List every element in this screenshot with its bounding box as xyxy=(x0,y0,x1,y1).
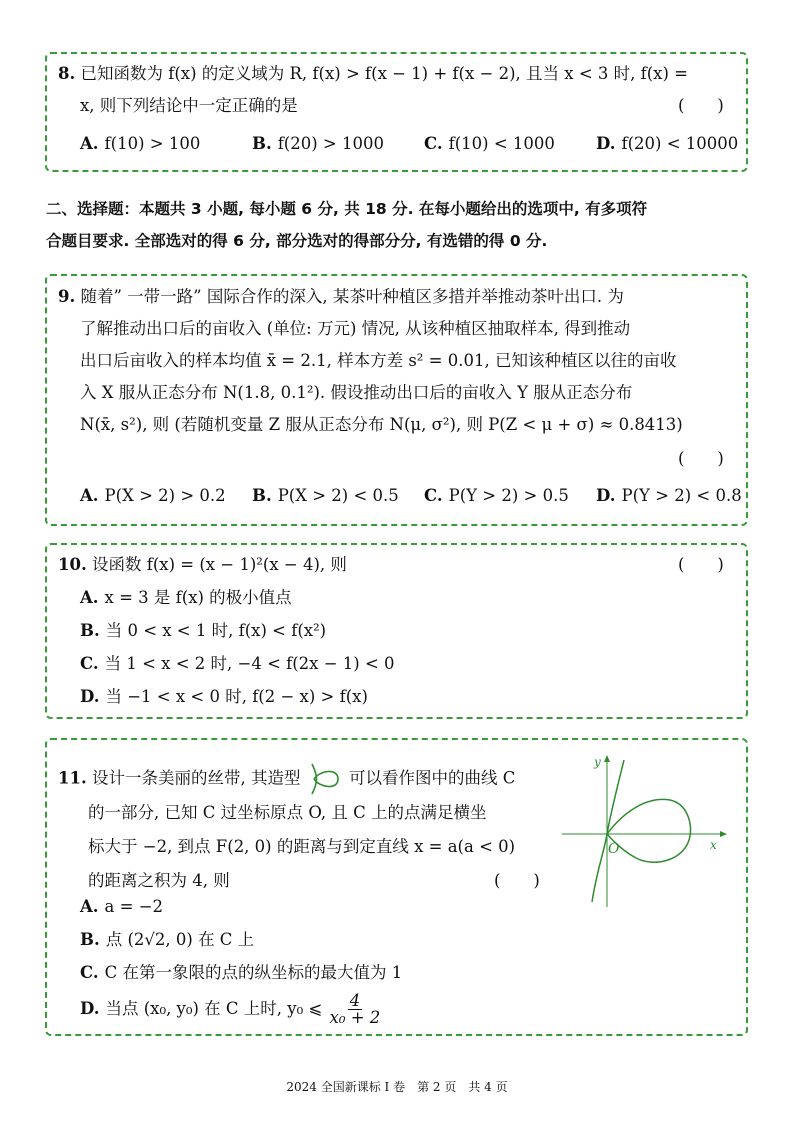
q9-line-1 xyxy=(58,286,624,308)
q11-option-d-fraction: $\frac{4}{\text{x₀ + 2}}$ xyxy=(329,991,381,1027)
q11-line-1 xyxy=(58,762,515,796)
q10-option-d: D. 当 −1 < x < 0 时, f(2 − x) > f(x) xyxy=(80,687,368,706)
q8-stem-line-1: 已知函数为 f(x) 的定义域为 R, f(x) > f(x − 1) + f(x − 2), 且当 x < 3 时, f(x) = xyxy=(80,64,688,83)
q9-stem-line-4: 入 X 服从正态分布 N(1.8, 0.1²). 假设推动出口后的亩收入 Y 服从正态分布 xyxy=(80,383,633,402)
q10-answer-paren: ( ) xyxy=(678,555,724,574)
ribbon-icon xyxy=(308,762,342,796)
q8-option-b: B. f(20) > 1000 xyxy=(252,134,384,153)
q9-stem-line-5: N(x̄, s²), 则 (若随机变量 Z 服从正态分布 N(μ, σ²), 则 P(Z < μ + σ) ≈ 0.8413) xyxy=(80,415,683,434)
origin-label: O xyxy=(608,841,620,857)
q10-stem: 设函数 f(x) = (x − 1)²(x − 4), 则 xyxy=(91,555,347,574)
y-axis-arrow-icon xyxy=(604,755,610,762)
q8-number: 8. xyxy=(58,64,76,83)
q9-stem-line-1: 随着” 一带一路” 国际合作的深入, 某茶叶种植区多措并举推动茶叶出口. 为 xyxy=(80,287,624,306)
q8-option-d: D. f(20) < 10000 xyxy=(596,134,739,153)
q11-stem-line-4: 的距离之积为 4, 则 xyxy=(88,871,230,890)
q9-stem-line-3: 出口后亩收入的样本均值 x̄ = 2.1, 样本方差 s² = 0.01, 已知该种植区以往的亩收 xyxy=(80,351,677,370)
section-2-heading-line-1: 二、选择题：本题共 3 小题, 每小题 6 分, 共 18 分. 在每小题给出的选项中, 有多项符 xyxy=(46,200,648,218)
q10-number: 10. xyxy=(58,555,87,574)
q8-answer-paren: ( ) xyxy=(678,96,724,115)
q9-option-c: C. P(Y > 2) > 0.5 xyxy=(424,486,569,505)
q10-option-a: A. x = 3 是 f(x) 的极小值点 xyxy=(80,588,292,607)
q9-option-b: B. P(X > 2) < 0.5 xyxy=(252,486,399,505)
q9-option-a: A. P(X > 2) > 0.2 xyxy=(80,486,226,505)
section-2-heading-line-2: 合题目要求. 全部选对的得 6 分, 部分选对的得部分分, 有选错的得 0 分. xyxy=(46,232,548,250)
q9-answer-paren: ( ) xyxy=(678,449,724,468)
q11-stem-line-1a: 设计一条美丽的丝带, 其造型 xyxy=(91,768,301,788)
q10-line-1 xyxy=(58,554,347,576)
q11-answer-paren: ( ) xyxy=(494,871,540,890)
q11-stem-line-2: 的一部分, 已知 C 过坐标原点 O, 且 C 上的点满足横坐 xyxy=(88,803,487,822)
q11-option-a: A. a = −2 xyxy=(80,897,164,916)
q9-stem-line-2: 了解推动出口后的亩收入 (单位: 万元) 情况, 从该种植区抽取样本, 得到推动 xyxy=(80,319,631,338)
curve-loop xyxy=(607,799,690,862)
q8-line-1 xyxy=(58,63,688,85)
q11-curve-figure xyxy=(560,752,730,912)
x-axis-label: x xyxy=(710,838,717,852)
q8-option-c: C. f(10) < 1000 xyxy=(424,134,555,153)
q11-number: 11. xyxy=(58,768,87,788)
q11-stem-line-1b: 可以看作图中的曲线 C xyxy=(348,768,516,788)
q8-stem-line-2: x, 则下列结论中一定正确的是 xyxy=(80,96,298,115)
y-axis-label: y xyxy=(594,755,601,769)
q8-option-a: A. f(10) > 100 xyxy=(80,134,201,153)
q11-option-d: D. 当点 (x₀, y₀) 在 C 上时, y₀ ⩽ $\frac{4}{\text{x₀ + 2}}$ xyxy=(80,991,381,1027)
page-footer: 2024 全国新课标 I 卷 第 2 页 共 4 页 xyxy=(286,1080,508,1094)
q11-option-b: B. 点 (2√2, 0) 在 C 上 xyxy=(80,930,255,949)
q11-option-c: C. C 在第一象限的点的纵坐标的最大值为 1 xyxy=(80,963,403,982)
q11-stem-line-3: 标大于 −2, 到点 F(2, 0) 的距离与到定直线 x = a(a < 0) xyxy=(88,837,516,856)
q10-option-c: C. 当 1 < x < 2 时, −4 < f(2x − 1) < 0 xyxy=(80,654,395,673)
q9-number: 9. xyxy=(58,287,76,306)
curve-left-branch xyxy=(592,760,624,902)
x-axis-arrow-icon xyxy=(720,831,727,837)
q10-option-b: B. 当 0 < x < 1 时, f(x) < f(x²) xyxy=(80,621,327,640)
q9-option-d: D. P(Y > 2) < 0.8 xyxy=(596,486,742,505)
